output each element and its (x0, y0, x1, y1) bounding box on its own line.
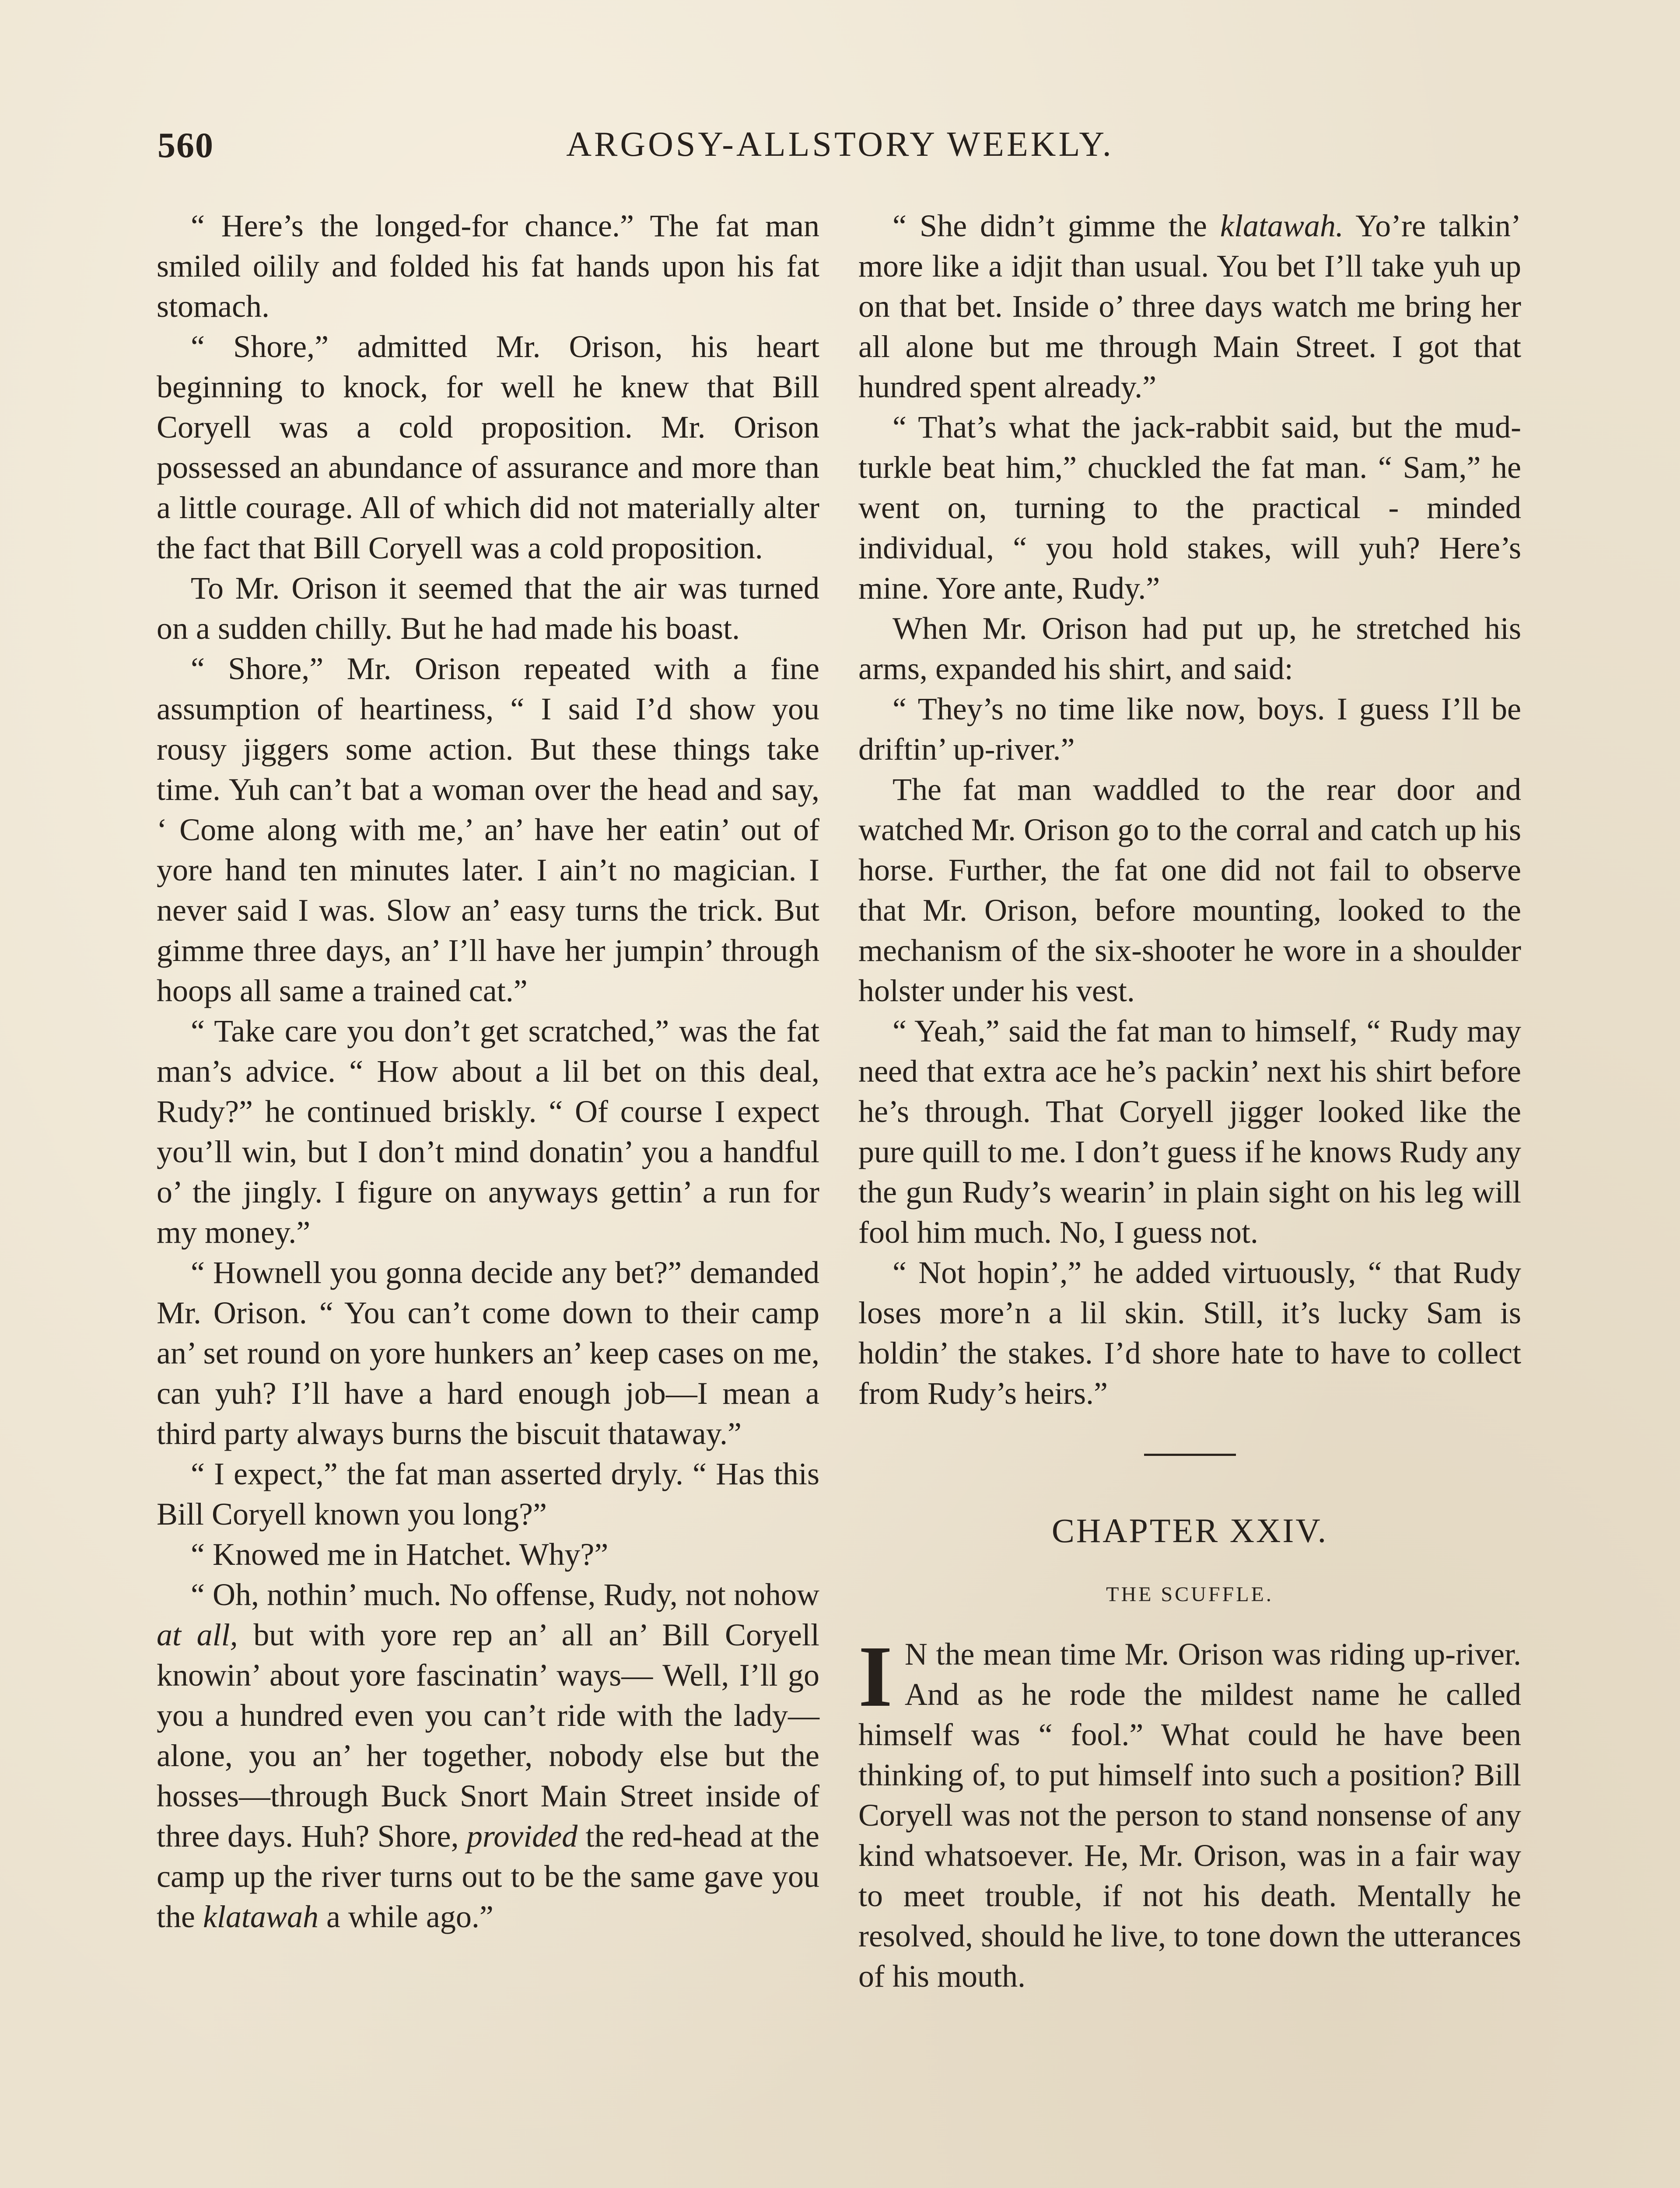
paragraph: “ Not hopin’,” he added virtuously, “ that Rudy loses more’n a lil skin. Still, it’s lucky Sam is holdin’ the stakes. I’d shore hate to have to collect from Rudy’s heirs.” (858, 1255, 1521, 1411)
text-run: “ She didn’t gimme the (892, 208, 1220, 243)
paragraph: “ Knowed me in Hatchet. Why?” (191, 1537, 609, 1572)
drop-cap: I (858, 1628, 892, 1725)
running-title: ARGOSY-ALLSTORY WEEKLY. (566, 125, 1114, 164)
text-run: Yo’re talkin’ more like a idjit than usual. You bet I’ll take yuh up on that bet. Inside o’ three days watch me bring her all alone but me through Main Street. I got that hundred spent already.” (858, 208, 1521, 404)
paragraph (858, 206, 1521, 407)
text-run: a while ago.” (318, 1899, 494, 1934)
italic-text: klatawah. (1220, 208, 1344, 243)
paragraph: The fat man waddled to the rear door and watched Mr. Orison go to the corral and catch up his horse. Further, the fat one did not fail to observe that Mr. Orison, before mounting, looked to the mechanism of the six-shooter he wore in a shoulder holster under his vest. (858, 772, 1521, 1008)
paragraph: “ Take care you don’t get scratched,” was the fat man’s advice. “ How about a lil bet on this deal, Rudy?” he continued briskly. “ Of course I expect you’ll win, but I don’t mind donatin’ you a handful o’ the jingly. I figure on anyways gettin’ a run for my money.” (157, 1013, 819, 1250)
paragraph: “ Hownell you gonna decide any bet?” demanded Mr. Orison. “ You can’t come down to their camp an’ set round on yore hunkers an’ keep cases on me, can yuh? I’ll have a hard enough job—I mean a third party always burns the biscuit thataway.” (157, 1255, 819, 1451)
text-run: N the mean time Mr. Orison was riding up-river. And as he rode the mildest name he called himself was “ fool.” What could he have been thinking of, to put himself into such a position? Bill Coryell was not the person to stand nonsense of any kind whatsoever. He, Mr. Orison, was in a fair way to meet trouble, if not his death. Mentally he resolved, should he live, to tone down the utterances of his mouth. (858, 1637, 1521, 1994)
paragraph: “ They’s no time like now, boys. I guess I’ll be driftin’ up-river.” (858, 691, 1521, 767)
chapter-title: CHAPTER XXIV. (1051, 1511, 1328, 1550)
section-title: THE SCUFFLE. (1106, 1583, 1274, 1606)
chapter-opening-paragraph (858, 1628, 1521, 1996)
paragraph: “ Yeah,” said the fat man to himself, “ Rudy may need that extra ace he’s packin’ next his shirt before he’s through. That Coryell jigger looked like the pure quill to me. I don’t guess if he knows Rudy any the gun Rudy’s wearin’ in plain sight on his leg will fool him much. No, I guess not. (858, 1013, 1521, 1250)
paragraph: “ I expect,” the fat man asserted dryly. “ Has this Bill Coryell known you long?” (157, 1456, 819, 1532)
paragraph: To Mr. Orison it seemed that the air was turned on a sudden chilly. But he had made his boast. (157, 571, 819, 646)
page-header (158, 125, 1522, 173)
paragraph (157, 1574, 819, 1937)
text-run: the red-head at the camp up the river turns out to be the same gave you the (157, 1819, 819, 1934)
paragraph: “ Shore,” Mr. Orison repeated with a fine assumption of heartiness, “ I said I’d show you rousy jiggers some action. But these things take time. Yuh can’t bat a woman over the head and say, ‘ Come along with me,’ an’ have her eatin’ out of yore hand ten minutes later. I ain’t no magician. I never said I was. Slow an’ easy turns the trick. But gimme three days, an’ I’ll have her jumpin’ through hoops all same a trained cat.” (157, 651, 819, 1008)
left-column (157, 206, 819, 1937)
page-number: 560 (158, 125, 214, 165)
italic-text: provided (466, 1819, 578, 1854)
text-run: but with yore rep an’ all an’ Bill Coryell knowin’ about yore fascinatin’ ways— Well, I’ll go you a hundred even you can’t ride with the lady—alone, you an’ her together, nobody else but the hosses—through Buck Snort Main Street inside of three days. Huh? Shore, (157, 1617, 819, 1854)
right-column (858, 206, 1521, 1996)
italic-text: klatawah (203, 1899, 318, 1934)
paragraph: When Mr. Orison had put up, he stretched his arms, expanded his shirt, and said: (858, 611, 1521, 686)
paragraph: “ That’s what the jack-rabbit said, but the mud-turkle beat him,” chuckled the fat man. “ Sam,” he went on, turning to the practical - minded individual, “ you hold stakes, will yuh? Here’s mine. Yore ante, Rudy.” (858, 410, 1521, 606)
paragraph: “ Shore,” admitted Mr. Orison, his heart beginning to knock, for well he knew that Bill Coryell was a cold proposition. Mr. Orison possessed an abundance of assurance and more than a little courage. All of which did not materially alter the fact that Bill Coryell was a cold proposition. (157, 329, 819, 565)
paragraph: “ Here’s the longed-for chance.” The fat man smiled oilily and folded his fat hands upon his fat stomach. (157, 208, 819, 324)
italic-text: at all, (157, 1617, 238, 1652)
text-run: “ Oh, nothin’ much. No offense, Rudy, not nohow (191, 1577, 819, 1612)
section-divider (1144, 1454, 1236, 1456)
